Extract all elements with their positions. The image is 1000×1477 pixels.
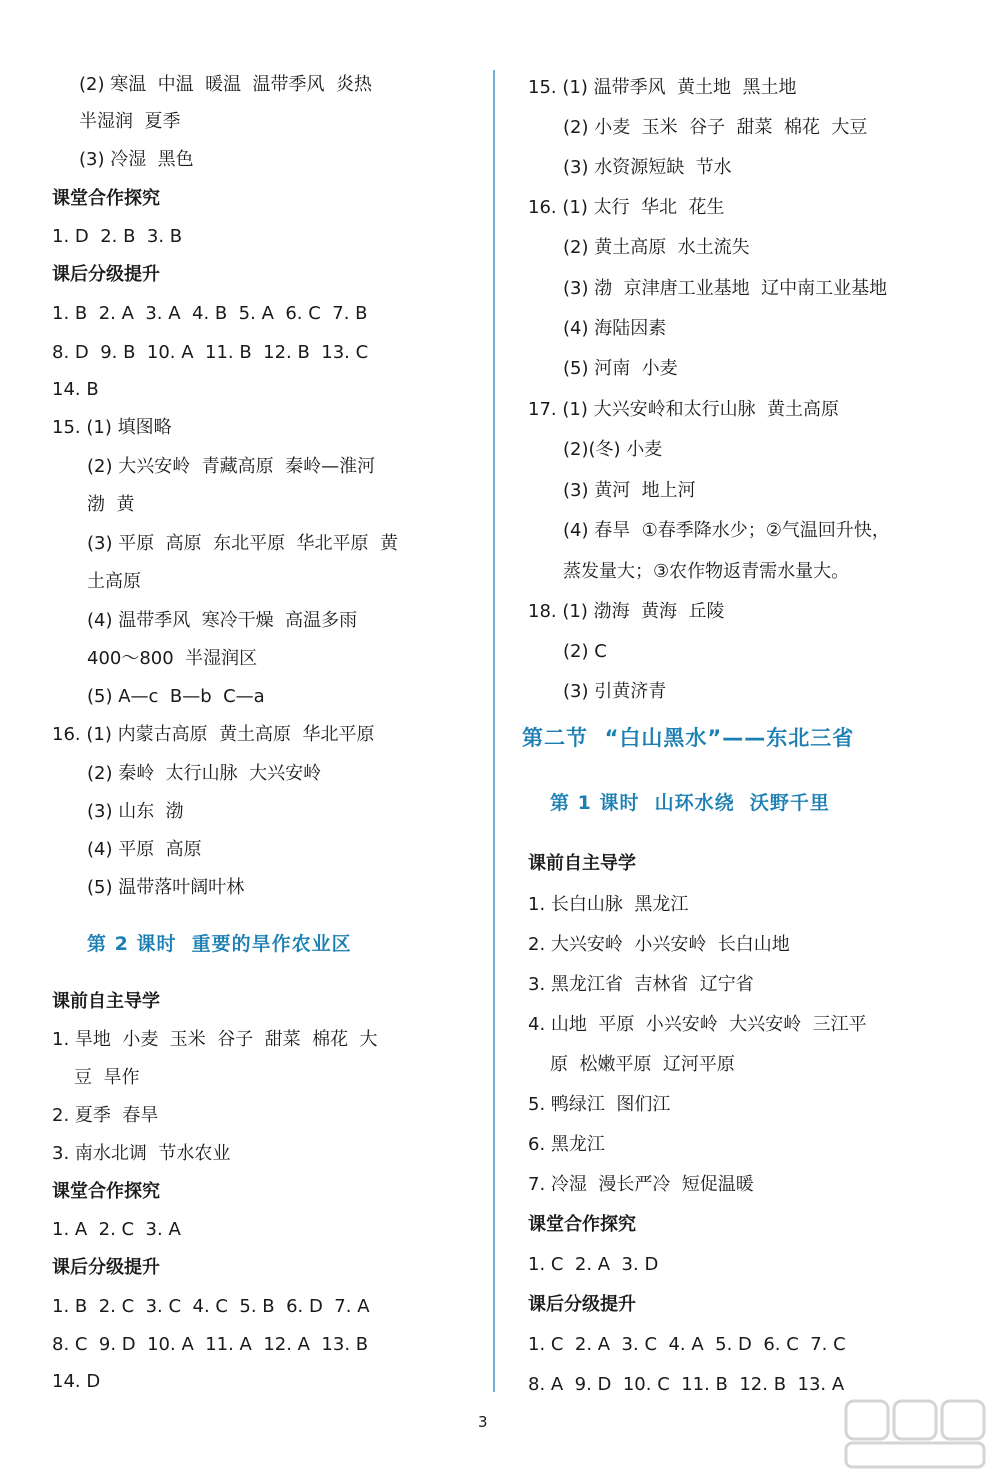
- answer-line: 渤 黄: [87, 494, 135, 515]
- lesson-title: 第 2 课时 重要的旱作农业区: [87, 933, 352, 955]
- answer-line: 豆 旱作: [74, 1067, 140, 1088]
- subsection-heading: 课前自主导学: [528, 853, 636, 874]
- page-number: 3: [478, 1413, 488, 1431]
- answer-line: 1. 长白山脉 黑龙江: [528, 894, 689, 915]
- answer-line: 3. 南水北调 节水农业: [52, 1143, 231, 1164]
- answer-line: 1. C 2. A 3. D: [528, 1254, 659, 1275]
- answer-line: 2. 大兴安岭 小兴安岭 长白山地: [528, 934, 790, 955]
- answer-line: 14. B: [52, 379, 99, 400]
- answer-line: 1. 旱地 小麦 玉米 谷子 甜菜 棉花 大: [52, 1029, 378, 1050]
- watermark-logo-icon: [840, 1395, 990, 1471]
- answer-line: (3) 冷湿 黑色: [79, 149, 194, 170]
- answer-line: 7. 冷湿 漫长严冷 短促温暖: [528, 1174, 754, 1195]
- answer-line: (2) 小麦 玉米 谷子 甜菜 棉花 大豆: [563, 117, 868, 138]
- subsection-heading: 课前自主导学: [52, 991, 160, 1012]
- answer-line: 15. (1) 温带季风 黄土地 黑土地: [528, 77, 797, 98]
- answer-line: 8. A 9. D 10. C 11. B 12. B 13. A: [528, 1374, 845, 1395]
- answer-line: (3) 引黄济青: [563, 681, 667, 702]
- answer-line: 4. 山地 平原 小兴安岭 大兴安岭 三江平: [528, 1014, 867, 1035]
- answer-line: (2) 寒温 中温 暖温 温带季风 炎热: [79, 74, 372, 95]
- answer-line: (5) 温带落叶阔叶林: [87, 877, 245, 898]
- answer-line: 2. 夏季 春旱: [52, 1105, 159, 1126]
- subsection-heading: 课后分级提升: [52, 1257, 160, 1278]
- column-divider: [493, 70, 495, 1392]
- answer-line: 16. (1) 内蒙古高原 黄土高原 华北平原: [52, 724, 375, 745]
- answer-line: 5. 鸭绿江 图们江: [528, 1094, 671, 1115]
- answer-line: 蒸发量大；③农作物返青需水量大。: [563, 561, 850, 582]
- answer-line: (2)(冬) 小麦: [563, 439, 663, 460]
- answer-line: 1. B 2. A 3. A 4. B 5. A 6. C 7. B: [52, 303, 368, 324]
- answer-line: 16. (1) 太行 华北 花生: [528, 197, 725, 218]
- answer-line: (5) 河南 小麦: [563, 358, 678, 379]
- subsection-heading: 课堂合作探究: [52, 1181, 160, 1202]
- answer-line: 1. A 2. C 3. A: [52, 1219, 181, 1240]
- answer-line: 1. C 2. A 3. C 4. A 5. D 6. C 7. C: [528, 1334, 846, 1355]
- answer-line: 18. (1) 渤海 黄海 丘陵: [528, 601, 725, 622]
- answer-line: 6. 黑龙江: [528, 1134, 605, 1155]
- subsection-heading: 课后分级提升: [528, 1294, 636, 1315]
- answer-line: (4) 平原 高原: [87, 839, 202, 860]
- lesson-title: 第 1 课时 山环水绕 沃野千里: [550, 792, 830, 814]
- answer-line: (3) 平原 高原 东北平原 华北平原 黄: [87, 533, 398, 554]
- subsection-heading: 课堂合作探究: [52, 188, 160, 209]
- answer-line: 土高原: [87, 571, 141, 592]
- answer-line: 3. 黑龙江省 吉林省 辽宁省: [528, 974, 754, 995]
- answer-line: (3) 山东 渤: [87, 801, 184, 822]
- subsection-heading: 课堂合作探究: [528, 1214, 636, 1235]
- answer-line: (3) 黄河 地上河: [563, 480, 696, 501]
- answer-line: 原 松嫩平原 辽河平原: [550, 1054, 735, 1075]
- answer-line: 8. C 9. D 10. A 11. A 12. A 13. B: [52, 1334, 369, 1355]
- answer-line: 14. D: [52, 1371, 101, 1392]
- answer-line: 400～800 半湿润区: [87, 648, 258, 669]
- answer-line: (2) 大兴安岭 青藏高原 秦岭—淮河: [87, 456, 376, 477]
- answer-line: 1. D 2. B 3. B: [52, 226, 183, 247]
- answer-line: (4) 海陆因素: [563, 318, 667, 339]
- answer-line: (3) 水资源短缺 节水: [563, 157, 732, 178]
- answer-line: 15. (1) 填图略: [52, 417, 172, 438]
- answer-line: 1. B 2. C 3. C 4. C 5. B 6. D 7. A: [52, 1296, 370, 1317]
- answer-line: (3) 渤 京津唐工业基地 辽中南工业基地: [563, 278, 888, 299]
- section-title: 第二节 “白山黑水”——东北三省: [522, 726, 855, 750]
- answer-line: 17. (1) 大兴安岭和太行山脉 黄土高原: [528, 399, 840, 420]
- answer-line: 半湿润 夏季: [79, 111, 181, 132]
- answer-line: 8. D 9. B 10. A 11. B 12. B 13. C: [52, 342, 369, 363]
- answer-line: (4) 温带季风 寒冷干燥 高温多雨: [87, 610, 358, 631]
- answer-line: (2) 秦岭 太行山脉 大兴安岭: [87, 763, 322, 784]
- answer-line: (4) 春旱 ①春季降水少；②气温回升快，: [563, 520, 890, 541]
- answer-line: (5) A—c B—b C—a: [87, 686, 265, 707]
- subsection-heading: 课后分级提升: [52, 264, 160, 285]
- answer-line: (2) 黄土高原 水土流失: [563, 237, 750, 258]
- answer-line: (2) C: [563, 641, 607, 662]
